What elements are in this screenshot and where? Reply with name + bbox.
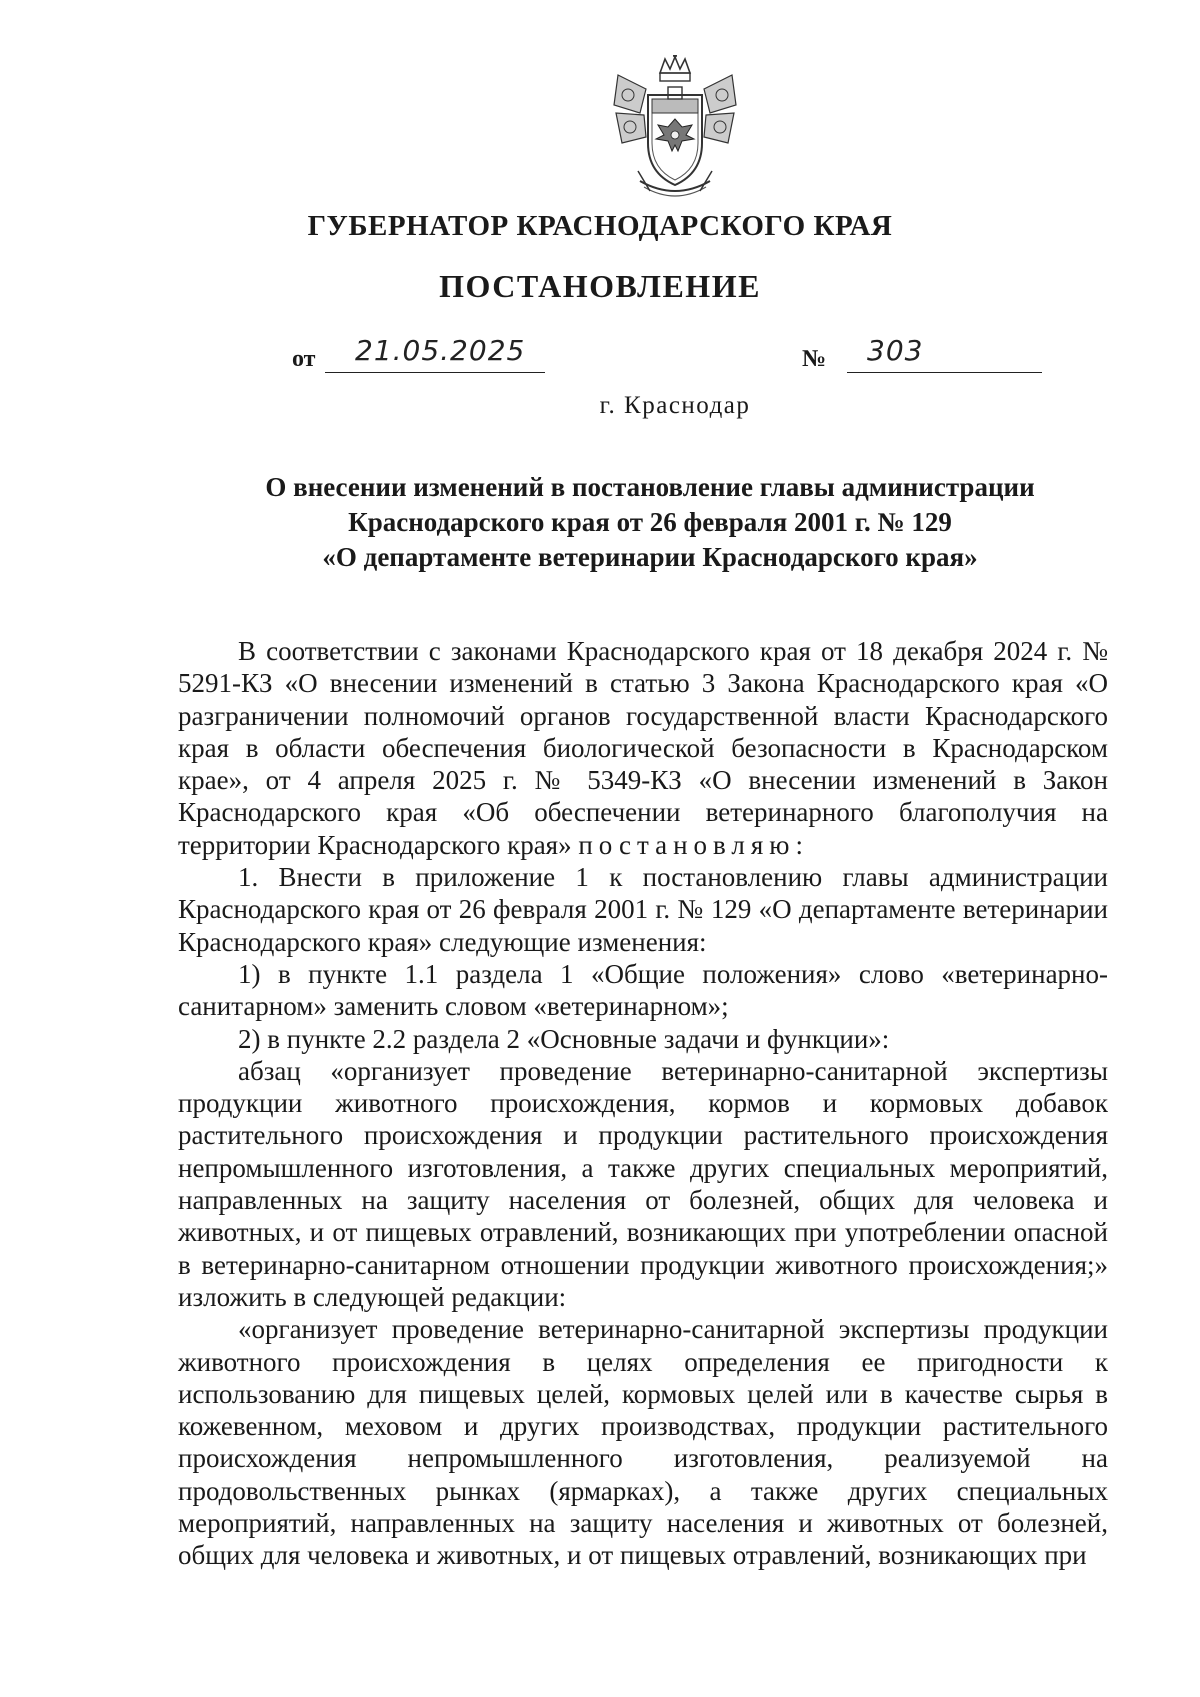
date-prefix: от [292, 346, 316, 372]
document-title [200, 470, 1100, 575]
date-number-line [292, 334, 1052, 388]
document-body [178, 635, 1108, 1572]
title-line-2: Краснодарского края от 26 февраля 2001 г. № 129 [348, 507, 952, 537]
intro-paragraph [178, 635, 1108, 861]
resolve-word: постановляю: [578, 829, 809, 860]
authority-heading: ГУБЕРНАТОР КРАСНОДАРСКОГО КРАЯ [307, 210, 893, 242]
intro-text: В соответствии с законами Краснодарского края от 18 декабря 2024 г. № 5291-КЗ «О внесении изменений в статью 3 Закона Краснодарского края «О разграничении полномочий органов государственной власти Краснодарского края в области обеспечения биологической безопасности в Краснодарском крае», от 4 апреля 2025 г. № 5349-КЗ «О внесении изменений в Закон Краснодарского края «Об обеспечении ветеринарного благополучия на территории Краснодарского края» [178, 636, 1108, 860]
handwritten-number: 303 [867, 334, 924, 367]
subitem-1-paragraph: 1) в пункте 1.1 раздела 1 «Общие положения» слово «ветеринарно-санитарном» заменить словом «ветеринарном»; [178, 958, 1108, 1022]
new-paragraph: «организует проведение ветеринарно-санитарной экспертизы продукции животного происхождения в целях определения ее пригодности к использованию для пищевых целей, кормовых целей или в качестве сырья в кожевенном, меховом и других производствах, продукции растительного происхождения непромышленного изготовления, реализуемой на продовольственных рынках (ярмарках), а также других специальных мероприятий, направленных на защиту населения и животных от болезней, общих для человека и животных, и от пищевых отравлений, возникающих при [178, 1314, 1108, 1571]
old-paragraph: абзац «организует проведение ветеринарно-санитарной экспертизы продукции животного происхождения, кормов и кормовых добавок растительного происхождения и продукции растительного происхождения непромышленного изготовления, а также других специальных мероприятий, направленных на защиту населения от болезней, общих для человека и животных, и от пищевых отравлений, возникающих при употреблении опасной в ветеринарно-санитарном отношении продукции животного происхождения;» изложить в следующей редакции: [178, 1055, 1108, 1312]
item-1-paragraph: 1. Внести в приложение 1 к постановлению главы администрации Краснодарского края от 26 февраля 2001 г. № 129 «О департаменте ветеринарии Краснодарского края» следующие изменения: [178, 862, 1108, 957]
subitem-2-paragraph: 2) в пункте 2.2 раздела 2 «Основные задачи и функции»: [238, 1023, 890, 1054]
number-prefix: № [802, 346, 827, 372]
number-field [847, 334, 1042, 373]
city: г. Краснодар [599, 392, 751, 419]
title-line-3: «О департаменте ветеринарии Краснодарского края» [322, 542, 978, 572]
document-type-heading: ПОСТАНОВЛЕНИЕ [439, 268, 761, 304]
date-field [325, 334, 545, 373]
krasnodar-coat-of-arms-icon [610, 55, 740, 205]
title-line-1: О внесении изменений в постановление главы администрации [265, 472, 1035, 502]
handwritten-date: 21.05.2025 [355, 334, 526, 367]
